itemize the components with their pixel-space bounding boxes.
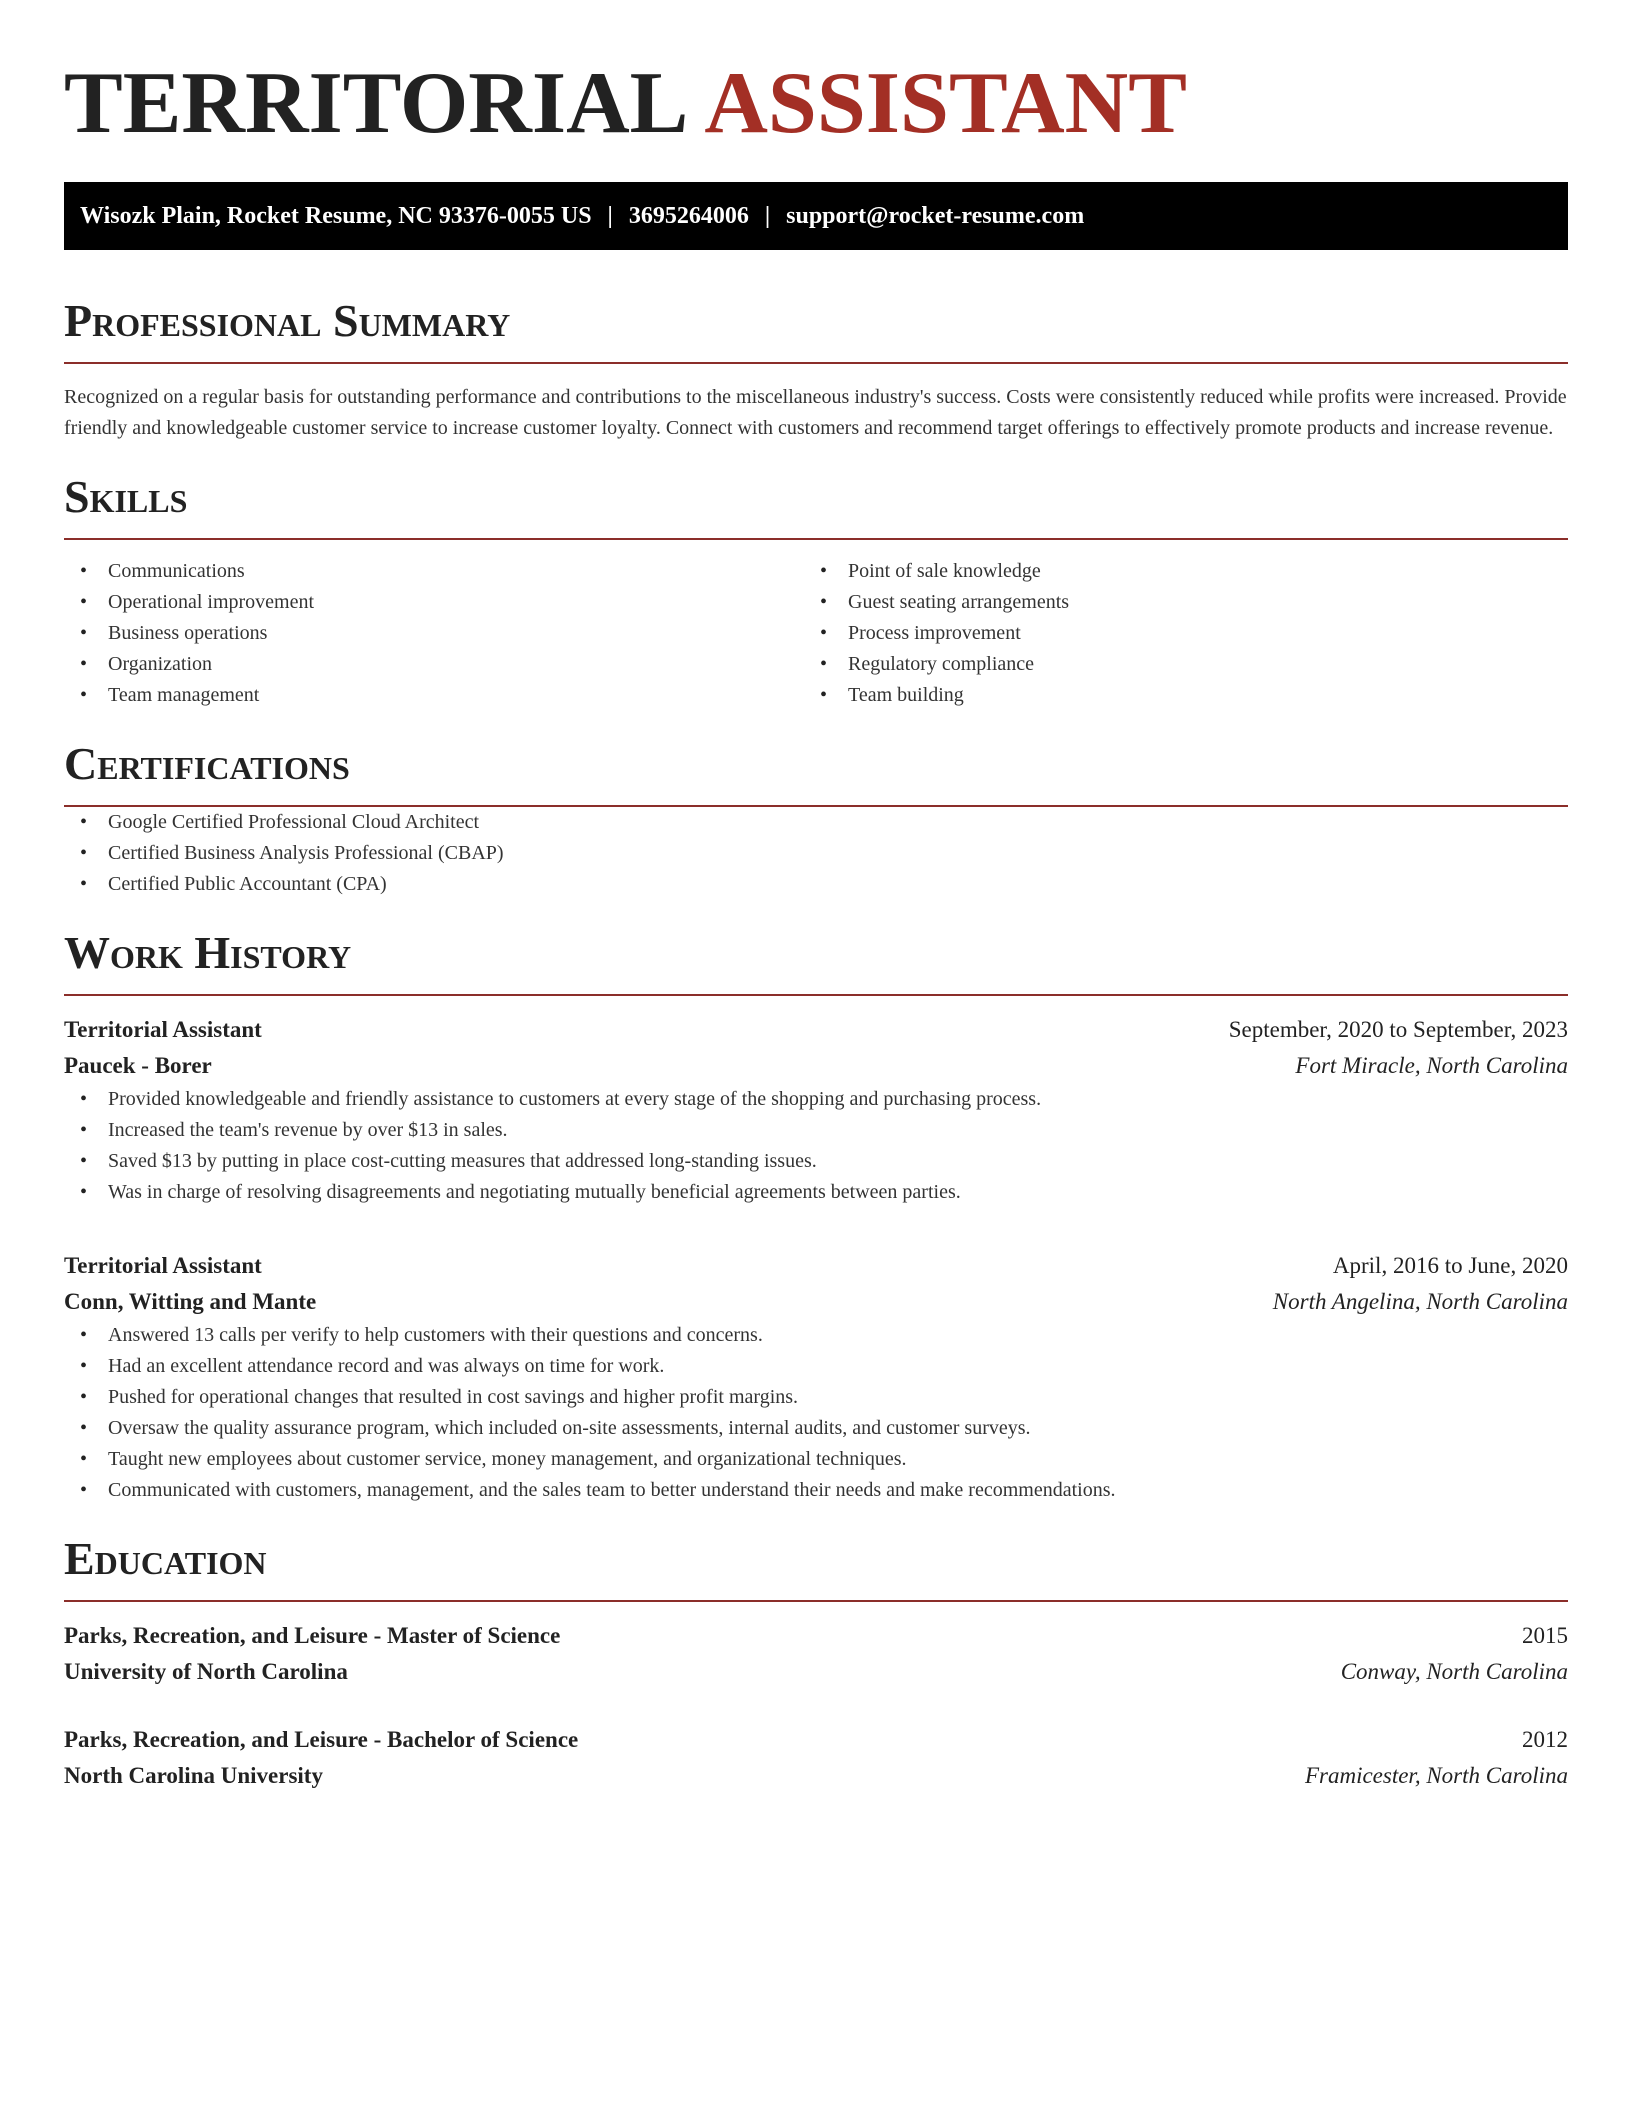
skills-list-right <box>804 556 1544 711</box>
job-bullet: • Was in charge of resolving disagreements and negotiating mutually beneficial agreements between parties. <box>64 1177 1568 1208</box>
contact-separator: | <box>607 202 613 229</box>
summary-text: Recognized on a regular basis for outstanding performance and contributions to the miscellaneous industry's success. Costs were consistently reduced while profits were increased. Provide friendly and knowledgeable customer service to increase customer loyalty. Connect with customers and recommend target offerings to effectively promote products and increase revenue. <box>64 386 1567 439</box>
skill-item: • Team management <box>64 680 804 711</box>
job-location: North Angelina, North Carolina <box>1272 1289 1568 1314</box>
skills-grid <box>64 556 1568 711</box>
job-bullet: • Answered 13 calls per verify to help customers with their questions and concerns. <box>64 1320 1568 1351</box>
section-title-skills: Skills <box>64 471 188 522</box>
education-degree: Parks, Recreation, and Leisure - Bachelor of Science <box>64 1727 579 1752</box>
contact-address: Wisozk Plain, Rocket Resume, NC 93376-0055 US <box>80 202 592 229</box>
education-entry <box>64 1618 1568 1690</box>
education-school: North Carolina University <box>64 1763 323 1788</box>
job-location: Fort Miracle, North Carolina <box>1295 1053 1568 1078</box>
certification-item: • Google Certified Professional Cloud Architect <box>64 807 1568 838</box>
section-title-work-history: Work History <box>64 927 352 978</box>
certifications-list <box>64 807 1568 900</box>
job-bullet: • Saved $13 by putting in place cost-cutting measures that addressed long-standing issues. <box>64 1146 1568 1177</box>
section-title-education: Education <box>64 1533 267 1584</box>
resume-name <box>64 56 1568 152</box>
education-entry <box>64 1722 1568 1794</box>
job-role: Territorial Assistant <box>64 1017 262 1042</box>
section-title-summary: Professional Summary <box>64 295 511 346</box>
section-divider <box>64 1600 1568 1602</box>
job-header-row <box>64 1012 1568 1048</box>
education-school: University of North Carolina <box>64 1659 348 1684</box>
job-company: Paucek - Borer <box>64 1053 212 1078</box>
education-school-row <box>64 1758 1568 1794</box>
education-year: 2015 <box>1522 1623 1568 1648</box>
job-entry <box>64 1012 1568 1208</box>
education-year: 2012 <box>1522 1727 1568 1752</box>
job-entry <box>64 1248 1568 1506</box>
job-bullets <box>64 1084 1568 1208</box>
contact-separator: | <box>764 202 771 229</box>
job-bullet: • Oversaw the quality assurance program, which included on-site assessments, internal audits, and customer surveys. <box>64 1413 1568 1444</box>
job-company-row <box>64 1048 1568 1084</box>
skills-list-left <box>64 556 804 711</box>
skill-item: • Team building <box>804 680 1544 711</box>
education-header-row <box>64 1722 1568 1758</box>
job-bullets <box>64 1320 1568 1506</box>
contact-phone: 3695264006 <box>628 202 749 229</box>
education-location: Conway, North Carolina <box>1340 1659 1568 1684</box>
skill-item: • Point of sale knowledge <box>804 556 1544 587</box>
skill-item: • Organization <box>64 649 804 680</box>
name-last: ASSISTANT <box>704 55 1187 152</box>
section-divider <box>64 994 1568 996</box>
section-divider <box>64 362 1568 364</box>
job-dates: April, 2016 to June, 2020 <box>1332 1253 1568 1278</box>
education-school-row <box>64 1654 1568 1690</box>
job-company: Conn, Witting and Mante <box>64 1289 317 1314</box>
job-bullet: • Communicated with customers, management, and the sales team to better understand their needs and make recommendations. <box>64 1475 1568 1506</box>
certifications-section <box>64 739 1568 900</box>
certification-item: • Certified Public Accountant (CPA) <box>64 869 1568 900</box>
skills-column-left <box>64 556 804 711</box>
skill-item: • Business operations <box>64 618 804 649</box>
skill-item: • Operational improvement <box>64 587 804 618</box>
job-bullet: • Taught new employees about customer service, money management, and organizational techniques. <box>64 1444 1568 1475</box>
education-location: Framicester, North Carolina <box>1304 1763 1568 1788</box>
skill-item: • Process improvement <box>804 618 1544 649</box>
job-bullet: • Pushed for operational changes that resulted in cost savings and higher profit margins. <box>64 1382 1568 1413</box>
certification-item: • Certified Business Analysis Professional (CBAP) <box>64 838 1568 869</box>
section-divider <box>64 538 1568 540</box>
job-header-row <box>64 1248 1568 1284</box>
skill-item: • Regulatory compliance <box>804 649 1544 680</box>
job-company-row <box>64 1284 1568 1320</box>
job-bullet: • Provided knowledgeable and friendly assistance to customers at every stage of the shopping and purchasing process. <box>64 1084 1568 1115</box>
job-role: Territorial Assistant <box>64 1253 262 1278</box>
section-title-certifications: Certifications <box>64 738 350 789</box>
skills-section <box>64 472 1568 711</box>
skill-item: • Communications <box>64 556 804 587</box>
education-degree: Parks, Recreation, and Leisure - Master of Science <box>64 1623 561 1648</box>
job-bullet: • Increased the team's revenue by over $13 in sales. <box>64 1115 1568 1146</box>
name-first: TERRITORIAL <box>64 55 689 152</box>
education-header-row <box>64 1618 1568 1654</box>
job-bullet: • Had an excellent attendance record and was always on time for work. <box>64 1351 1568 1382</box>
job-dates: September, 2020 to September, 2023 <box>1228 1017 1568 1042</box>
education-section <box>64 1534 1568 1794</box>
summary-section <box>64 296 1568 444</box>
contact-email: support@rocket-resume.com <box>786 202 1085 229</box>
skills-column-right <box>804 556 1544 711</box>
skill-item: • Guest seating arrangements <box>804 587 1544 618</box>
contact-bar <box>64 182 1568 250</box>
work-history-section <box>64 928 1568 1506</box>
